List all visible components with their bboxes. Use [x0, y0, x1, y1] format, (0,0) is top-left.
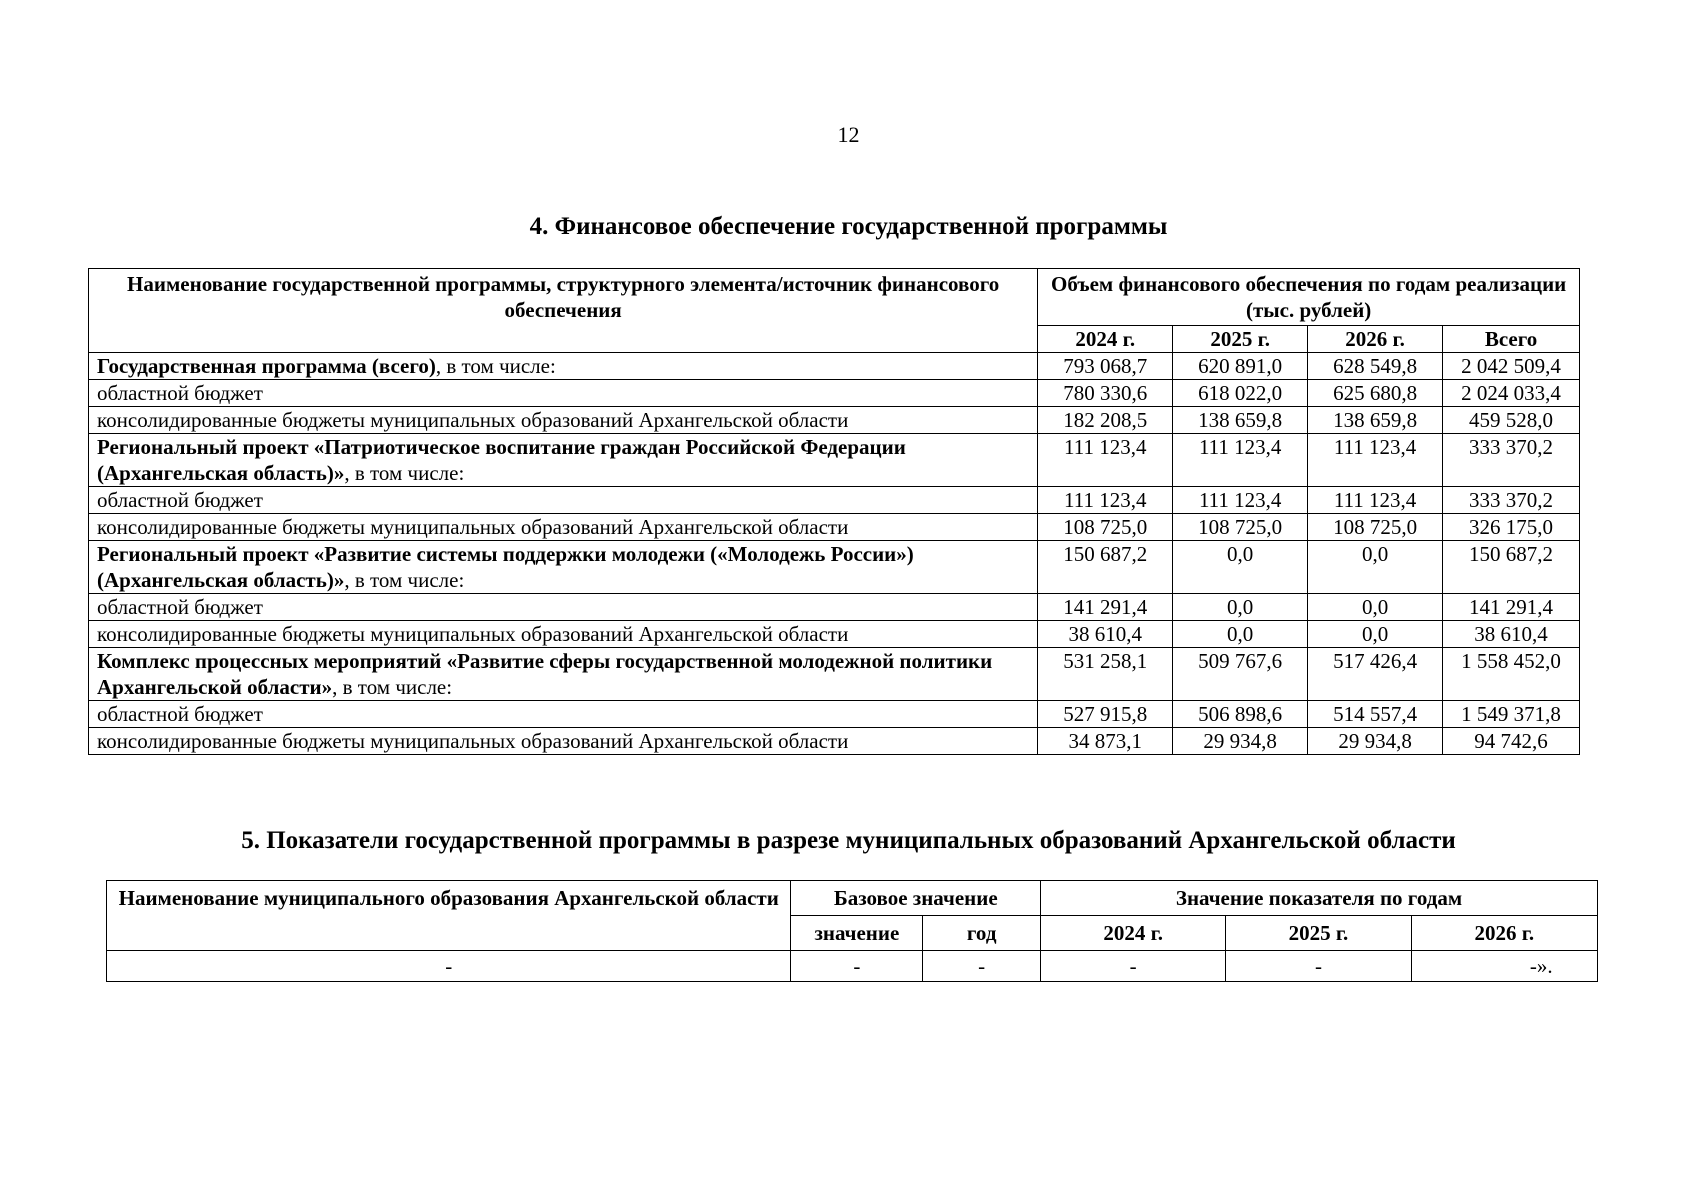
header-volume: Объем финансового обеспечения по годам реализации (тыс. рублей): [1038, 269, 1580, 326]
cell-name: [89, 701, 1038, 728]
header-year-2024: 2024 г.: [1038, 326, 1173, 353]
section-4-title: 4. Финансовое обеспечение государственной программы: [529, 213, 1168, 240]
header-year-2026: 2026 г.: [1308, 326, 1443, 353]
cell-value: 150 687,2: [1443, 541, 1580, 594]
financing-table: [88, 268, 1580, 755]
cell-name-text: консолидированные бюджеты муниципальных образований Архангельской области: [97, 515, 849, 539]
cell-value: 0,0: [1173, 541, 1308, 594]
indicators-table: [106, 880, 1598, 982]
cell-value: 38 610,4: [1038, 621, 1173, 648]
cell-value: 625 680,8: [1308, 380, 1443, 407]
indicators-row: [107, 951, 1598, 982]
header-base-value: Базовое значение: [791, 881, 1041, 916]
cell-value: 514 557,4: [1308, 701, 1443, 728]
cell-name: [89, 407, 1038, 434]
cell-value: 0,0: [1308, 594, 1443, 621]
cell-name-text: областной бюджет: [97, 595, 263, 619]
cell-value: 29 934,8: [1173, 728, 1308, 755]
table-row: [89, 728, 1580, 755]
cell-value: 333 370,2: [1443, 434, 1580, 487]
cell-name-text: консолидированные бюджеты муниципальных образований Архангельской области: [97, 622, 849, 646]
cell-value: 0,0: [1308, 621, 1443, 648]
cell-value: 111 123,4: [1308, 434, 1443, 487]
cell-value: 108 725,0: [1308, 514, 1443, 541]
cell-name: [89, 728, 1038, 755]
cell-name: [89, 380, 1038, 407]
cell-value: 94 742,6: [1443, 728, 1580, 755]
cell-name-text: , в том числе:: [344, 461, 465, 485]
cell-value: 618 022,0: [1173, 380, 1308, 407]
cell-value: 459 528,0: [1443, 407, 1580, 434]
table-row: [89, 594, 1580, 621]
cell-value: 517 426,4: [1308, 648, 1443, 701]
cell-value-2026: -».: [1411, 951, 1597, 982]
cell-value: 141 291,4: [1038, 594, 1173, 621]
page-number: 12: [837, 122, 860, 147]
cell-name: [89, 487, 1038, 514]
table-row: [89, 514, 1580, 541]
header-indicator-values: Значение показателя по годам: [1041, 881, 1598, 916]
cell-value: 509 767,6: [1173, 648, 1308, 701]
header-year-2026: 2026 г.: [1411, 916, 1597, 951]
cell-value-2024: -: [1041, 951, 1226, 982]
cell-value: 326 175,0: [1443, 514, 1580, 541]
cell-name: [89, 514, 1038, 541]
cell-value: 793 068,7: [1038, 353, 1173, 380]
cell-name-text: консолидированные бюджеты муниципальных образований Архангельской области: [97, 729, 849, 753]
cell-value: 38 610,4: [1443, 621, 1580, 648]
cell-value: 182 208,5: [1038, 407, 1173, 434]
cell-base-value: -: [791, 951, 923, 982]
header-year-2025: 2025 г.: [1226, 916, 1411, 951]
cell-name-bold: Государственная программа (всего): [97, 354, 436, 378]
cell-value: 1 549 371,8: [1443, 701, 1580, 728]
cell-name: [89, 541, 1038, 594]
header-value: значение: [791, 916, 923, 951]
cell-value: 2 042 509,4: [1443, 353, 1580, 380]
cell-name-text: , в том числе:: [344, 568, 465, 592]
header-year: год: [923, 916, 1041, 951]
cell-base-year: -: [923, 951, 1041, 982]
table-row: [89, 353, 1580, 380]
cell-name: [89, 648, 1038, 701]
cell-value: 527 915,8: [1038, 701, 1173, 728]
cell-name-bold: Комплекс процессных мероприятий «Развитие сферы государственной молодежной политики Архангельской области»: [97, 649, 993, 699]
cell-value: 138 659,8: [1308, 407, 1443, 434]
table-row: [89, 701, 1580, 728]
cell-value: 531 258,1: [1038, 648, 1173, 701]
cell-name-text: областной бюджет: [97, 488, 263, 512]
financing-table-header-row: [89, 269, 1580, 326]
cell-value: 111 123,4: [1173, 487, 1308, 514]
cell-value: 108 725,0: [1173, 514, 1308, 541]
cell-name-text: консолидированные бюджеты муниципальных образований Архангельской области: [97, 408, 849, 432]
cell-name: [89, 353, 1038, 380]
cell-name-text: областной бюджет: [97, 381, 263, 405]
cell-municipality: -: [107, 951, 791, 982]
header-name: Наименование государственной программы, структурного элемента/источник финансового обеспечения: [89, 269, 1038, 353]
cell-name-bold: Региональный проект «Патриотическое воспитание граждан Российской Федерации (Архангельская область)»: [97, 435, 906, 485]
cell-name-bold: Региональный проект «Развитие системы поддержки молодежи («Молодежь России») (Архангельская область)»: [97, 542, 914, 592]
header-year-2024: 2024 г.: [1041, 916, 1226, 951]
cell-value: 1 558 452,0: [1443, 648, 1580, 701]
cell-value: 333 370,2: [1443, 487, 1580, 514]
indicators-header-row: [107, 881, 1598, 916]
cell-name-text: , в том числе:: [332, 675, 453, 699]
cell-value: 29 934,8: [1308, 728, 1443, 755]
cell-value: 2 024 033,4: [1443, 380, 1580, 407]
header-municipality: Наименование муниципального образования Архангельской области: [107, 881, 791, 951]
table-row: [89, 541, 1580, 594]
cell-value: 108 725,0: [1038, 514, 1173, 541]
table-row: [89, 648, 1580, 701]
financing-table-body: [89, 353, 1580, 755]
cell-value: 138 659,8: [1173, 407, 1308, 434]
cell-value: 628 549,8: [1308, 353, 1443, 380]
cell-value: 0,0: [1173, 594, 1308, 621]
cell-value: 111 123,4: [1038, 487, 1173, 514]
cell-name: [89, 621, 1038, 648]
cell-value: 0,0: [1308, 541, 1443, 594]
cell-value: 780 330,6: [1038, 380, 1173, 407]
cell-value: 506 898,6: [1173, 701, 1308, 728]
cell-value: 620 891,0: [1173, 353, 1308, 380]
cell-name: [89, 434, 1038, 487]
cell-value: 111 123,4: [1308, 487, 1443, 514]
cell-value-2025: -: [1226, 951, 1411, 982]
cell-value: 111 123,4: [1173, 434, 1308, 487]
section-5-title: 5. Показатели государственной программы в разрезе муниципальных образований Архангельской области: [241, 827, 1456, 854]
cell-name: [89, 594, 1038, 621]
table-row: [89, 487, 1580, 514]
cell-value: 0,0: [1173, 621, 1308, 648]
header-total: Всего: [1443, 326, 1580, 353]
table-row: [89, 434, 1580, 487]
table-row: [89, 407, 1580, 434]
cell-name-text: областной бюджет: [97, 702, 263, 726]
cell-name-text: , в том числе:: [435, 354, 556, 378]
cell-value: 150 687,2: [1038, 541, 1173, 594]
cell-value: 111 123,4: [1038, 434, 1173, 487]
table-row: [89, 380, 1580, 407]
table-row: [89, 621, 1580, 648]
cell-value: 34 873,1: [1038, 728, 1173, 755]
header-year-2025: 2025 г.: [1173, 326, 1308, 353]
cell-value: 141 291,4: [1443, 594, 1580, 621]
